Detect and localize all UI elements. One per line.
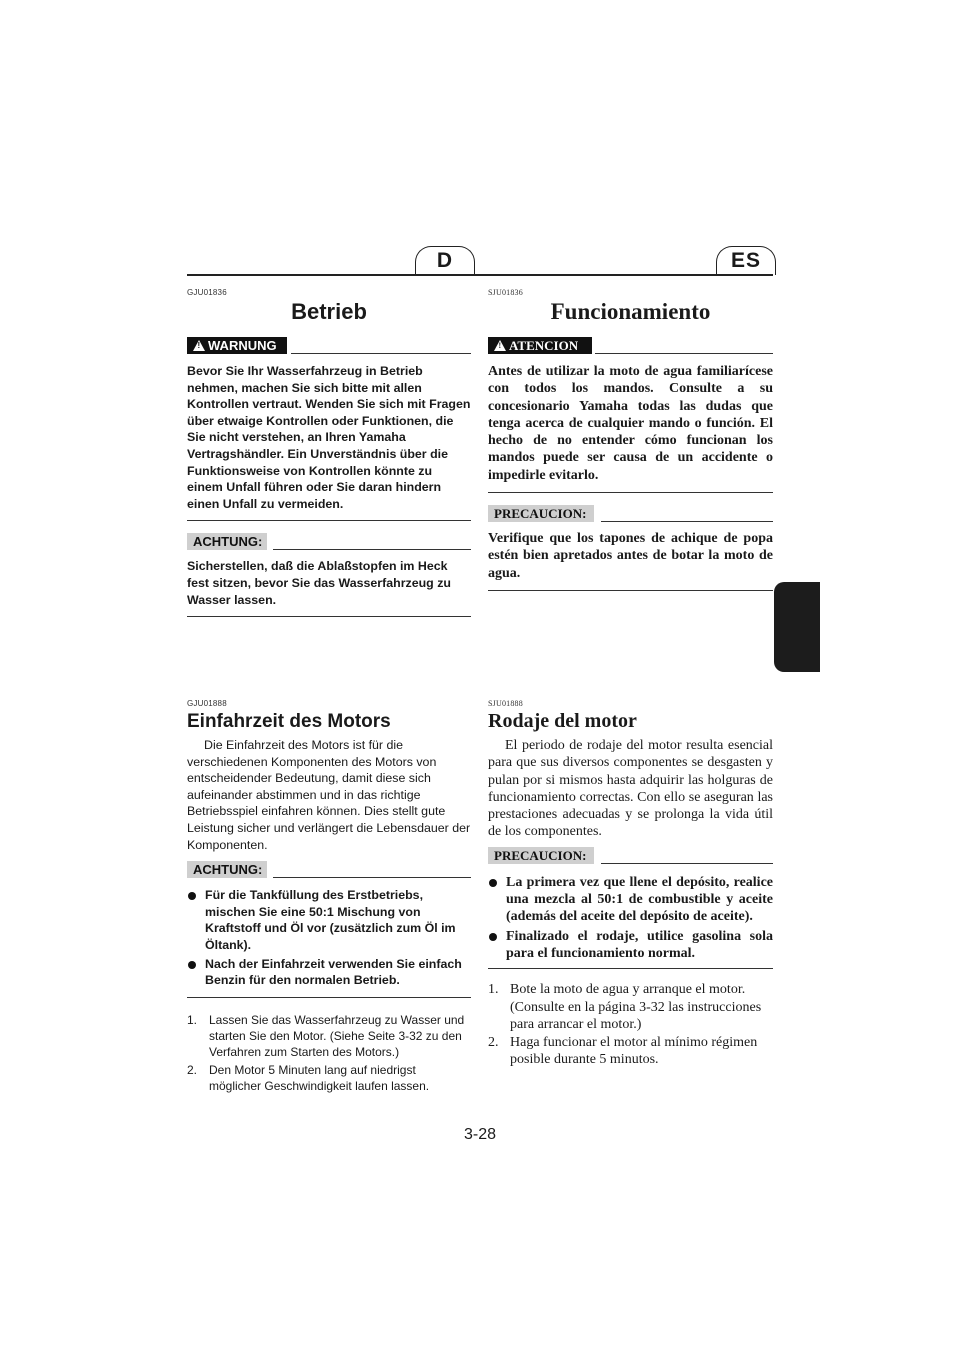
bullet-icon <box>489 879 497 887</box>
list-item: Nach der Einfahrzeit verwenden Sie einfach Benzin für den normalen Betrieb. <box>187 956 471 989</box>
caution-end-rule <box>187 616 471 617</box>
caution-header <box>488 505 773 523</box>
warning-text: Bevor Sie Ihr Wasserfahrzeug in Betrieb nehmen, machen Sie sich bitte mit allen Kontrollen vertraut. Wenden Sie sich mit Fragen über etwaige Kontrollen oder Funktionen, die Sie nicht verstehen, an Ihren Yamaha Vertragshändler. Ein Unverständnis über die Funktionsweise von Kontrollen könnte zu einem Unfall führen oder Sie daran hindern einen Unfall zu vermeiden. <box>187 364 471 511</box>
warning-triangle-icon: ! <box>494 340 506 351</box>
section-title: Rodaje del motor <box>488 710 637 732</box>
caution-header <box>187 533 471 551</box>
bullet-icon <box>188 892 196 900</box>
caution-bullet-list <box>187 887 471 989</box>
intro-paragraph: Die Einfahrzeit des Motors ist für die verschiedenen Komponenten des Motors von entscheidender Bedeutung, damit diese sich aufeinander abstimmen und in das richtige Betriebsspiel einfahren können. Dies stellt gute Leistung sicher und verlängert die Lebensdauer der Komponenten. <box>187 738 471 852</box>
section-code: SJU01888 <box>488 699 523 708</box>
section-code: SJU01836 <box>488 288 523 297</box>
warning-triangle-icon: ! <box>193 340 205 351</box>
warning-rule <box>291 353 471 354</box>
list-item: 2. Haga funcionar el motor al mínimo régimen posible durante 5 minutos. <box>488 1035 758 1068</box>
caution-badge: PRECAUCION: <box>488 847 594 864</box>
section-title: Einfahrzeit des Motors <box>187 711 391 732</box>
spanish-section-funcionamiento <box>488 288 773 591</box>
steps-list <box>488 981 773 1068</box>
caution-header <box>488 847 773 865</box>
caution-rule <box>273 877 471 878</box>
bullet-icon <box>489 933 497 941</box>
section-title: Betrieb <box>291 299 367 324</box>
german-section-betrieb <box>187 288 471 617</box>
warning-badge: ! WARNUNG <box>187 337 287 354</box>
warning-rule <box>595 353 773 354</box>
list-item: Finalizado el rodaje, utilice gasolina sola para el funcionamiento normal. <box>488 928 773 963</box>
list-item: 2. Den Motor 5 Minuten lang auf niedrigst möglicher Geschwindigkeit laufen lassen. <box>187 1062 430 1093</box>
caution-end-rule <box>488 590 773 591</box>
caution-end-rule <box>488 968 773 969</box>
steps-list <box>187 1012 471 1094</box>
warning-header <box>187 337 471 355</box>
spanish-section-rodaje <box>488 699 773 1069</box>
warning-text: Antes de utilizar la moto de agua familiarícese con todos los mandos. Consulte a su concesionario Yamaha todas las dudas que tenga acerca de cualquier mando o función. El hecho de no entender cómo funcionan los mandos puede ser causa de un accidente o impedirle evitarlo. <box>488 364 773 483</box>
warning-end-rule <box>187 520 471 521</box>
caution-badge: PRECAUCION: <box>488 505 594 522</box>
list-item: La primera vez que llene el depósito, realice una mezcla al 50:1 de combustible y aceite (además del aceite del depósito de aceite). <box>488 874 773 926</box>
bullet-icon <box>188 961 196 969</box>
language-tab-german: D <box>415 246 475 275</box>
list-item: Für die Tankfüllung des Erstbetriebs, mischen Sie eine 50:1 Mischung von Kraftstoff und Öl vor (zusätzlich zum Öl im Öltank). <box>187 887 471 953</box>
language-tab-spanish: ES <box>716 246 776 275</box>
caution-text: Sicherstellen, daß die Ablaßstopfen im Heck fest sitzen, bevor Sie das Wasserfahrzeug zu Wasser lassen. <box>187 559 451 607</box>
caution-rule <box>601 863 773 864</box>
warning-badge: ! ATENCION <box>488 337 592 354</box>
section-title: Funcionamiento <box>550 299 711 324</box>
list-item: 1. Bote la moto de agua y arranque el motor. (Consulte en la página 3-32 las instrucciones para arrancar el motor.) <box>488 982 762 1032</box>
section-code: GJU01836 <box>187 288 227 297</box>
list-item: 1. Lassen Sie das Wasserfahrzeug zu Wasser und starten Sie den Motor. (Siehe Seite 3-32 zu den Verfahren zum Starten des Motors.) <box>187 1012 465 1059</box>
caution-header <box>187 861 471 879</box>
caution-badge: ACHTUNG: <box>187 861 267 878</box>
warning-end-rule <box>488 492 773 493</box>
german-section-einfahrzeit <box>187 699 471 1094</box>
intro-paragraph: El periodo de rodaje del motor resulta esencial para que sus diversos componentes se desgasten y pulan por si mismos hasta adquirir las holguras de funcionamiento correctas. Con ello se aseguran las prestaciones adecuadas y se prolonga la vida útil de los componentes. <box>488 738 773 840</box>
section-code: GJU01888 <box>187 699 227 708</box>
caution-badge: ACHTUNG: <box>187 533 267 550</box>
warning-header <box>488 337 773 355</box>
caution-bullet-list <box>488 874 773 962</box>
caution-rule <box>273 549 471 550</box>
page-number: 3-28 <box>463 1126 497 1143</box>
caution-text: Verifique que los tapones de achique de popa estén bien apretados antes de botar la moto de agua. <box>488 531 773 581</box>
caution-rule <box>601 521 773 522</box>
caution-end-rule <box>187 997 471 998</box>
chapter-thumb-tab <box>774 582 820 672</box>
header-rule <box>187 274 773 276</box>
